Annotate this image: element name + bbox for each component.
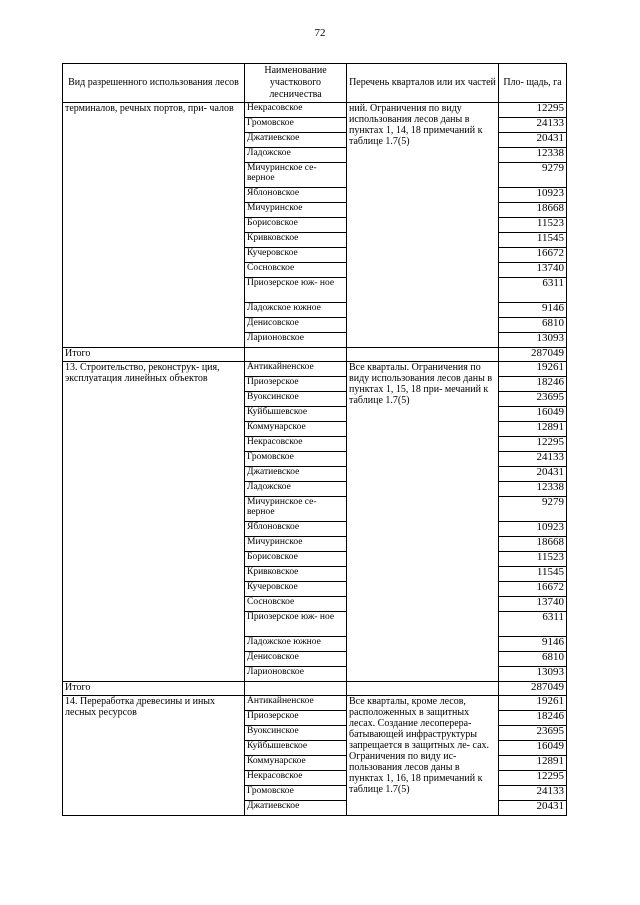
forestry-name-cell: Ларионовское bbox=[245, 333, 347, 348]
forestry-name-cell: Коммунарское bbox=[245, 422, 347, 437]
forestry-name-cell: Мичуринское bbox=[245, 537, 347, 552]
forestry-name-cell: Ладожское bbox=[245, 482, 347, 497]
forestry-name-cell: Ладожское bbox=[245, 148, 347, 163]
forestry-name-cell: Сосновское bbox=[245, 263, 347, 278]
area-cell: 20431 bbox=[499, 467, 567, 482]
area-cell: 11545 bbox=[499, 233, 567, 248]
empty-cell bbox=[347, 348, 499, 362]
area-cell: 16049 bbox=[499, 741, 567, 756]
area-cell: 6311 bbox=[499, 612, 567, 637]
forestry-name-cell: Сосновское bbox=[245, 597, 347, 612]
forestry-name-cell: Приозерское юж- ное bbox=[245, 278, 347, 303]
forestry-name-cell: Ладожское южное bbox=[245, 303, 347, 318]
area-cell: 12295 bbox=[499, 437, 567, 452]
forestry-name-cell: Громовское bbox=[245, 452, 347, 467]
forestry-name-cell: Кривковское bbox=[245, 233, 347, 248]
use-type-cell: 13. Строительство, реконструк- ция, эксплуатация линейных объектов bbox=[63, 362, 245, 682]
forestry-name-cell: Некрасовское bbox=[245, 437, 347, 452]
forestry-name-cell: Кучеровское bbox=[245, 248, 347, 263]
area-cell: 19261 bbox=[499, 696, 567, 711]
area-cell: 20431 bbox=[499, 133, 567, 148]
forestry-name-cell: Кривковское bbox=[245, 567, 347, 582]
area-cell: 24133 bbox=[499, 786, 567, 801]
area-cell: 16672 bbox=[499, 582, 567, 597]
use-type-cell: 14. Переработка древесины и иных лесных ресурсов bbox=[63, 696, 245, 816]
area-cell: 23695 bbox=[499, 392, 567, 407]
forestry-name-cell: Денисовское bbox=[245, 652, 347, 667]
table-row bbox=[63, 103, 567, 118]
forestry-name-cell: Джатиевское bbox=[245, 133, 347, 148]
area-cell: 23695 bbox=[499, 726, 567, 741]
area-cell: 12891 bbox=[499, 422, 567, 437]
use-type-cell: терминалов, речных портов, при- чалов bbox=[63, 103, 245, 348]
forestry-name-cell: Борисовское bbox=[245, 218, 347, 233]
area-cell: 12338 bbox=[499, 148, 567, 163]
area-cell: 12295 bbox=[499, 103, 567, 118]
area-cell: 9279 bbox=[499, 497, 567, 522]
table-row bbox=[63, 696, 567, 711]
area-cell: 11523 bbox=[499, 552, 567, 567]
forestry-name-cell: Громовское bbox=[245, 118, 347, 133]
forestry-name-cell: Некрасовское bbox=[245, 771, 347, 786]
area-cell: 9146 bbox=[499, 637, 567, 652]
total-area: 287049 bbox=[499, 348, 567, 362]
forestry-name-cell: Ларионовское bbox=[245, 667, 347, 682]
forestry-name-cell: Вуоксинское bbox=[245, 392, 347, 407]
area-cell: 6311 bbox=[499, 278, 567, 303]
total-row bbox=[63, 682, 567, 696]
area-cell: 9279 bbox=[499, 163, 567, 188]
empty-cell bbox=[245, 348, 347, 362]
area-cell: 11545 bbox=[499, 567, 567, 582]
area-cell: 12891 bbox=[499, 756, 567, 771]
forestry-name-cell: Яблоновское bbox=[245, 188, 347, 203]
forestry-name-cell: Джатиевское bbox=[245, 467, 347, 482]
empty-cell bbox=[245, 682, 347, 696]
forestry-name-cell: Кучеровское bbox=[245, 582, 347, 597]
page-number: 72 bbox=[314, 27, 326, 39]
area-cell: 20431 bbox=[499, 801, 567, 816]
forestry-name-cell: Джатиевское bbox=[245, 801, 347, 816]
area-cell: 10923 bbox=[499, 522, 567, 537]
forestry-name-cell: Громовское bbox=[245, 786, 347, 801]
forestry-name-cell: Вуоксинское bbox=[245, 726, 347, 741]
quarters-cell: Все кварталы, кроме лесов, расположенных в защитных лесах. Создание лесоперера- батывающей инфраструктуры запрещается в защитных ле- сах. Ограничения по виду ис- пользования лесов даны в пунктах 1, 16, 18 примечаний к таблице 1.7(5) bbox=[347, 696, 499, 816]
area-cell: 13093 bbox=[499, 333, 567, 348]
header-use-type: Вид разрешенного использования лесов bbox=[63, 64, 245, 103]
quarters-cell: Все кварталы. Ограничения по виду использования лесов даны в пунктах 1, 15, 18 при- мечаний к таблице 1.7(5) bbox=[347, 362, 499, 682]
header-area: Пло- щадь, га bbox=[499, 64, 567, 103]
quarters-cell: ний. Ограничения по виду использования лесов даны в пунктах 1, 14, 18 примечаний к таблице 1.7(5) bbox=[347, 103, 499, 348]
area-cell: 11523 bbox=[499, 218, 567, 233]
area-cell: 16049 bbox=[499, 407, 567, 422]
empty-cell bbox=[347, 682, 499, 696]
forestry-name-cell: Антикайненское bbox=[245, 696, 347, 711]
area-cell: 12295 bbox=[499, 771, 567, 786]
area-cell: 18246 bbox=[499, 377, 567, 392]
header-forestry-name: Наименование участкового лесничества bbox=[245, 64, 347, 103]
area-cell: 24133 bbox=[499, 452, 567, 467]
header-quarters: Перечень кварталов или их частей bbox=[347, 64, 499, 103]
table-row bbox=[63, 362, 567, 377]
area-cell: 16672 bbox=[499, 248, 567, 263]
area-cell: 12338 bbox=[499, 482, 567, 497]
area-cell: 24133 bbox=[499, 118, 567, 133]
forestry-name-cell: Борисовское bbox=[245, 552, 347, 567]
forestry-name-cell: Коммунарское bbox=[245, 756, 347, 771]
total-row bbox=[63, 348, 567, 362]
area-cell: 18246 bbox=[499, 711, 567, 726]
area-cell: 6810 bbox=[499, 318, 567, 333]
forestry-name-cell: Приозерское bbox=[245, 711, 347, 726]
area-cell: 9146 bbox=[499, 303, 567, 318]
forestry-name-cell: Мичуринское bbox=[245, 203, 347, 218]
forestry-name-cell: Яблоновское bbox=[245, 522, 347, 537]
forestry-name-cell: Мичуринское се- верное bbox=[245, 163, 347, 188]
forestry-name-cell: Антикайненское bbox=[245, 362, 347, 377]
forestry-name-cell: Некрасовское bbox=[245, 103, 347, 118]
total-label: Итого bbox=[63, 348, 245, 362]
forestry-name-cell: Куйбышевское bbox=[245, 741, 347, 756]
total-label: Итого bbox=[63, 682, 245, 696]
forestry-name-cell: Приозерское bbox=[245, 377, 347, 392]
area-cell: 13740 bbox=[499, 597, 567, 612]
total-area: 287049 bbox=[499, 682, 567, 696]
forestry-name-cell: Денисовское bbox=[245, 318, 347, 333]
area-cell: 13093 bbox=[499, 667, 567, 682]
forestry-name-cell: Куйбышевское bbox=[245, 407, 347, 422]
table-header-row bbox=[63, 64, 567, 103]
table-body bbox=[63, 103, 567, 816]
forestry-name-cell: Приозерское юж- ное bbox=[245, 612, 347, 637]
area-cell: 18668 bbox=[499, 537, 567, 552]
area-cell: 13740 bbox=[499, 263, 567, 278]
area-cell: 19261 bbox=[499, 362, 567, 377]
area-cell: 18668 bbox=[499, 203, 567, 218]
forestry-name-cell: Мичуринское се- верное bbox=[245, 497, 347, 522]
area-cell: 10923 bbox=[499, 188, 567, 203]
area-cell: 6810 bbox=[499, 652, 567, 667]
forestry-name-cell: Ладожское южное bbox=[245, 637, 347, 652]
forest-use-table bbox=[62, 63, 567, 816]
